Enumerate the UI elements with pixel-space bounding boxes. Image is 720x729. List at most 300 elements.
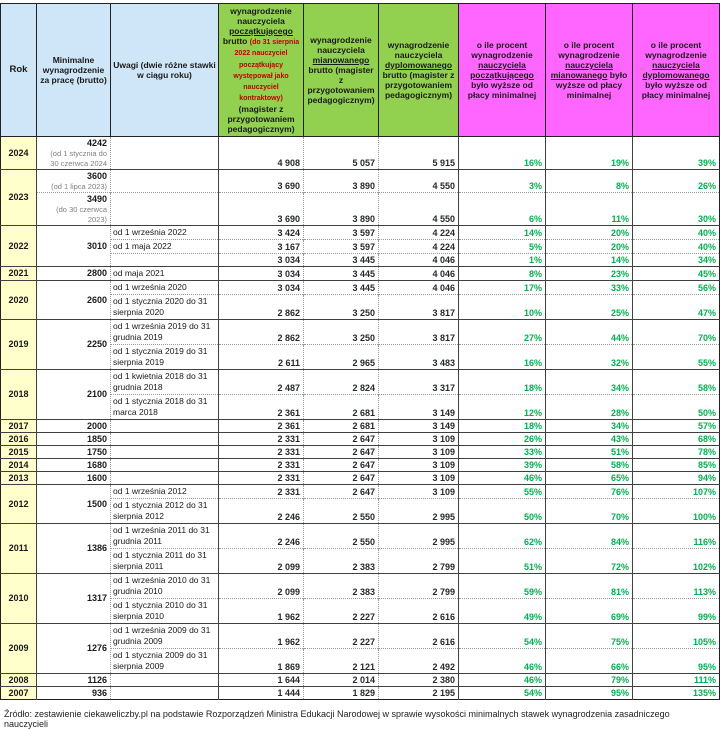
- header-note-red: (do 31 sierpnia 2022 nauczyciel początkujący występował jako nauczyciel kontraktowy): [233, 39, 300, 103]
- pct-appointed-cell: 28%: [546, 394, 633, 419]
- table-row: [1, 686, 720, 699]
- pct-beginner-cell: 16%: [459, 136, 546, 169]
- salary-chartered-cell: 2 799: [379, 573, 459, 598]
- min-value: 1600: [86, 472, 107, 483]
- uwagi-cell: od 1 września 2022: [111, 225, 219, 239]
- pct-chartered-cell: 55%: [633, 344, 720, 369]
- pct-chartered-cell: 26%: [633, 169, 720, 192]
- salary-appointed-cell: 3 890: [304, 192, 379, 225]
- min-wage-cell: [37, 266, 111, 280]
- table-row: [1, 419, 720, 432]
- salary-beginner-cell: 2 331: [219, 484, 304, 498]
- table-row: [1, 266, 720, 280]
- year-cell: 2016: [1, 432, 37, 445]
- salary-appointed-cell: 3 445: [304, 253, 379, 266]
- salary-beginner-cell: 2 862: [219, 319, 304, 344]
- salary-beginner-cell: 3 167: [219, 239, 304, 253]
- salary-beginner-cell: 2 331: [219, 432, 304, 445]
- header-text: o ile procent wynagrodzenie: [558, 39, 620, 60]
- salary-beginner-cell: 2 099: [219, 548, 304, 573]
- salary-beginner-cell: 2 862: [219, 294, 304, 319]
- uwagi-cell: od 1 września 2019 do 31 grudnia 2019: [111, 319, 219, 344]
- salary-appointed-cell: 3 890: [304, 169, 379, 192]
- salary-chartered-cell: 4 046: [379, 280, 459, 294]
- pct-chartered-cell: 40%: [633, 239, 720, 253]
- salary-beginner-cell: 2 361: [219, 419, 304, 432]
- uwagi-cell: [111, 169, 219, 192]
- pct-beginner-cell: 59%: [459, 573, 546, 598]
- salary-chartered-cell: 3 817: [379, 294, 459, 319]
- year-cell: 2009: [1, 623, 37, 673]
- salary-appointed-cell: 1 829: [304, 686, 379, 699]
- salary-beginner-cell: 1 962: [219, 623, 304, 648]
- salary-appointed-cell: 5 057: [304, 136, 379, 169]
- year-cell: 2019: [1, 319, 37, 369]
- salary-beginner-cell: 2 611: [219, 344, 304, 369]
- pct-chartered-cell: 78%: [633, 445, 720, 458]
- table-row: [1, 573, 720, 598]
- pct-beginner-cell: 33%: [459, 445, 546, 458]
- header-text: nauczyciela początkującego: [470, 59, 534, 80]
- pct-beginner-cell: 27%: [459, 319, 546, 344]
- salary-appointed-cell: 2 647: [304, 484, 379, 498]
- year-cell: 2015: [1, 445, 37, 458]
- salary-appointed-cell: 3 250: [304, 294, 379, 319]
- header-pct-appointed: [546, 4, 633, 137]
- uwagi-cell: [111, 432, 219, 445]
- salary-appointed-cell: 2 647: [304, 432, 379, 445]
- pct-beginner-cell: 14%: [459, 225, 546, 239]
- salary-chartered-cell: 2 616: [379, 598, 459, 623]
- min-value: 1750: [86, 446, 107, 457]
- min-value: 2100: [86, 389, 107, 400]
- pct-chartered-cell: 135%: [633, 686, 720, 699]
- salary-chartered-cell: 3 483: [379, 344, 459, 369]
- table-header: [1, 4, 720, 137]
- min-value: 1276: [86, 643, 107, 654]
- pct-beginner-cell: 50%: [459, 498, 546, 523]
- pct-chartered-cell: 94%: [633, 471, 720, 484]
- salary-appointed-cell: 2 014: [304, 673, 379, 686]
- salary-beginner-cell: 4 908: [219, 136, 304, 169]
- uwagi-cell: od 1 września 2012: [111, 484, 219, 498]
- min-value: 1317: [86, 593, 107, 604]
- salary-chartered-cell: 3 317: [379, 369, 459, 394]
- min-value: 2000: [86, 420, 107, 431]
- salary-appointed-cell: 2 550: [304, 498, 379, 523]
- min-wage-cell: [37, 471, 111, 484]
- salary-appointed-cell: 2 647: [304, 471, 379, 484]
- header-pct-chartered: [633, 4, 720, 137]
- salary-table: [0, 3, 720, 700]
- salary-appointed-cell: 2 681: [304, 394, 379, 419]
- uwagi-cell: od maja 2021: [111, 266, 219, 280]
- table-row: [1, 523, 720, 548]
- salary-beginner-cell: 1 644: [219, 673, 304, 686]
- min-value: 936: [91, 687, 107, 698]
- pct-beginner-cell: 10%: [459, 294, 546, 319]
- min-wage-cell: [37, 225, 111, 266]
- min-wage-cell: [37, 686, 111, 699]
- year-cell: 2013: [1, 471, 37, 484]
- pct-appointed-cell: 84%: [546, 523, 633, 548]
- pct-appointed-cell: 34%: [546, 419, 633, 432]
- table-row: [1, 445, 720, 458]
- header-pct-beginner: [459, 4, 546, 137]
- pct-chartered-cell: 45%: [633, 266, 720, 280]
- table-row: [1, 484, 720, 498]
- header-text: było wyższe od płacy minimalnej: [641, 79, 711, 100]
- salary-chartered-cell: 3 109: [379, 484, 459, 498]
- header-text: wynagrodzenie nauczyciela: [310, 34, 372, 55]
- pct-beginner-cell: 26%: [459, 432, 546, 445]
- pct-beginner-cell: 6%: [459, 192, 546, 225]
- pct-appointed-cell: 25%: [546, 294, 633, 319]
- salary-beginner-cell: 2 361: [219, 394, 304, 419]
- year-cell: 2018: [1, 369, 37, 419]
- salary-appointed-cell: 3 597: [304, 239, 379, 253]
- uwagi-cell: [111, 673, 219, 686]
- min-wage-cell: [37, 673, 111, 686]
- table-row: [1, 432, 720, 445]
- header-text: dyplomowanego: [384, 59, 453, 70]
- pct-beginner-cell: 46%: [459, 673, 546, 686]
- pct-chartered-cell: 95%: [633, 648, 720, 673]
- salary-chartered-cell: 3 109: [379, 432, 459, 445]
- uwagi-cell: [111, 253, 219, 266]
- min-value: 3490: [86, 193, 107, 204]
- uwagi-cell: od 1 września 2010 do 31 grudnia 2010: [111, 573, 219, 598]
- salary-beginner-cell: 2 487: [219, 369, 304, 394]
- pct-appointed-cell: 23%: [546, 266, 633, 280]
- min-wage-cell: [37, 136, 111, 169]
- table-row: [1, 280, 720, 294]
- pct-appointed-cell: 75%: [546, 623, 633, 648]
- uwagi-cell: od 1 września 2011 do 31 grudnia 2011: [111, 523, 219, 548]
- pct-appointed-cell: 79%: [546, 673, 633, 686]
- year-cell: 2011: [1, 523, 37, 573]
- year-cell: 2014: [1, 458, 37, 471]
- pct-appointed-cell: 69%: [546, 598, 633, 623]
- salary-beginner-cell: 3 034: [219, 280, 304, 294]
- min-value: 2250: [86, 339, 107, 350]
- header-text: o ile procent wynagrodzenie: [471, 39, 533, 60]
- pct-beginner-cell: 16%: [459, 344, 546, 369]
- salary-chartered-cell: 4 046: [379, 253, 459, 266]
- pct-beginner-cell: 54%: [459, 686, 546, 699]
- pct-beginner-cell: 12%: [459, 394, 546, 419]
- pct-appointed-cell: 14%: [546, 253, 633, 266]
- pct-appointed-cell: 51%: [546, 445, 633, 458]
- pct-beginner-cell: 3%: [459, 169, 546, 192]
- pct-appointed-cell: 70%: [546, 498, 633, 523]
- table-row: [1, 319, 720, 344]
- min-wage-cell: [37, 573, 111, 623]
- uwagi-cell: [111, 136, 219, 169]
- salary-chartered-cell: 3 109: [379, 458, 459, 471]
- salary-beginner-cell: 2 331: [219, 458, 304, 471]
- min-value: 3010: [86, 240, 107, 251]
- salary-chartered-cell: 4 046: [379, 266, 459, 280]
- salary-beginner-cell: 1 444: [219, 686, 304, 699]
- min-wage-cell: [37, 523, 111, 573]
- salary-chartered-cell: 4 224: [379, 239, 459, 253]
- year-cell: 2012: [1, 484, 37, 523]
- salary-chartered-cell: 2 492: [379, 648, 459, 673]
- pct-appointed-cell: 8%: [546, 169, 633, 192]
- salary-chartered-cell: 2 995: [379, 523, 459, 548]
- salary-beginner-cell: 3 034: [219, 253, 304, 266]
- min-wage-cell: [37, 484, 111, 523]
- header-text: nauczyciela mianowanego: [550, 59, 613, 80]
- table-row: [1, 471, 720, 484]
- header-salary-appointed: [304, 4, 379, 137]
- salary-appointed-cell: 3 250: [304, 319, 379, 344]
- header-text: brutto: [222, 36, 250, 47]
- salary-appointed-cell: 2 550: [304, 523, 379, 548]
- salary-chartered-cell: 4 224: [379, 225, 459, 239]
- pct-appointed-cell: 34%: [546, 369, 633, 394]
- header-salary-chartered: [379, 4, 459, 137]
- pct-beginner-cell: 46%: [459, 648, 546, 673]
- pct-chartered-cell: 68%: [633, 432, 720, 445]
- salary-appointed-cell: 2 383: [304, 573, 379, 598]
- year-cell: 2010: [1, 573, 37, 623]
- salary-chartered-cell: 2 195: [379, 686, 459, 699]
- min-note: (do 30 czerwca 2023): [56, 204, 107, 224]
- header-text: (magister z przygotowaniem pedagogicznym): [227, 103, 295, 134]
- pct-beginner-cell: 62%: [459, 523, 546, 548]
- uwagi-cell: [111, 445, 219, 458]
- pct-appointed-cell: 66%: [546, 648, 633, 673]
- pct-chartered-cell: 40%: [633, 225, 720, 239]
- pct-appointed-cell: 20%: [546, 225, 633, 239]
- salary-chartered-cell: 4 550: [379, 169, 459, 192]
- header-text: było wyższe od płacy minimalnej: [555, 69, 628, 100]
- salary-appointed-cell: 2 681: [304, 419, 379, 432]
- salary-beginner-cell: 2 331: [219, 471, 304, 484]
- uwagi-cell: od 1 stycznia 2018 do 31 marca 2018: [111, 394, 219, 419]
- pct-appointed-cell: 81%: [546, 573, 633, 598]
- salary-chartered-cell: 3 817: [379, 319, 459, 344]
- table-body: [1, 136, 720, 699]
- min-wage-cell: [37, 432, 111, 445]
- salary-chartered-cell: 3 109: [379, 445, 459, 458]
- pct-chartered-cell: 111%: [633, 673, 720, 686]
- table-row: [1, 673, 720, 686]
- salary-beginner-cell: 3 690: [219, 169, 304, 192]
- min-wage-cell: [37, 192, 111, 225]
- pct-chartered-cell: 105%: [633, 623, 720, 648]
- min-note: (od 1 stycznia do 30 czerwca 2024: [50, 148, 107, 168]
- salary-appointed-cell: 3 445: [304, 280, 379, 294]
- header-salary-beginner: [219, 4, 304, 137]
- pct-chartered-cell: 99%: [633, 598, 720, 623]
- salary-chartered-cell: 2 380: [379, 673, 459, 686]
- year-cell: 2021: [1, 266, 37, 280]
- source-note: Źródło: zestawienie ciekaweliczby.pl na podstawie Rozporządzeń Ministra Edukacji Narodowej w sprawie wysokości minimalnych stawek wynagrodzenia zasadniczego nauczycieli: [4, 708, 670, 729]
- pct-chartered-cell: 39%: [633, 136, 720, 169]
- header-text: było wyższe od płacy minimalnej: [467, 79, 537, 100]
- salary-beginner-cell: 3 424: [219, 225, 304, 239]
- pct-chartered-cell: 113%: [633, 573, 720, 598]
- salary-chartered-cell: 5 915: [379, 136, 459, 169]
- salary-chartered-cell: 3 149: [379, 394, 459, 419]
- pct-beginner-cell: 1%: [459, 253, 546, 266]
- table-row: [1, 458, 720, 471]
- min-wage-cell: [37, 319, 111, 369]
- salary-appointed-cell: 2 227: [304, 598, 379, 623]
- salary-chartered-cell: 3 109: [379, 471, 459, 484]
- min-value: 1500: [86, 498, 107, 509]
- pct-appointed-cell: 19%: [546, 136, 633, 169]
- salary-beginner-cell: 3 690: [219, 192, 304, 225]
- pct-beginner-cell: 8%: [459, 266, 546, 280]
- header-text: początkującego: [229, 26, 293, 37]
- pct-chartered-cell: 70%: [633, 319, 720, 344]
- uwagi-cell: [111, 471, 219, 484]
- header-text: wynagrodzenie nauczyciela: [230, 6, 292, 27]
- table-row: [1, 192, 720, 225]
- pct-beginner-cell: 5%: [459, 239, 546, 253]
- salary-appointed-cell: 3 445: [304, 266, 379, 280]
- min-wage-cell: [37, 280, 111, 319]
- pct-appointed-cell: 95%: [546, 686, 633, 699]
- uwagi-cell: od 1 stycznia 2012 do 31 sierpnia 2012: [111, 498, 219, 523]
- salary-chartered-cell: 2 799: [379, 548, 459, 573]
- salary-appointed-cell: 3 597: [304, 225, 379, 239]
- header-text: nauczyciela dyplomowanego: [642, 59, 710, 80]
- min-value: 1850: [86, 433, 107, 444]
- pct-chartered-cell: 34%: [633, 253, 720, 266]
- uwagi-cell: od 1 stycznia 2010 do 31 sierpnia 2010: [111, 598, 219, 623]
- uwagi-cell: [111, 419, 219, 432]
- year-cell: 2022: [1, 225, 37, 266]
- pct-chartered-cell: 57%: [633, 419, 720, 432]
- salary-appointed-cell: 2 227: [304, 623, 379, 648]
- pct-appointed-cell: 65%: [546, 471, 633, 484]
- salary-beginner-cell: 2 331: [219, 445, 304, 458]
- table-row: [1, 369, 720, 394]
- pct-appointed-cell: 76%: [546, 484, 633, 498]
- header-min-wage: Minimalne wynagrodzenie za pracę (brutto): [37, 4, 111, 137]
- pct-beginner-cell: 18%: [459, 419, 546, 432]
- pct-appointed-cell: 33%: [546, 280, 633, 294]
- salary-beginner-cell: 2 246: [219, 523, 304, 548]
- pct-chartered-cell: 56%: [633, 280, 720, 294]
- min-wage-cell: [37, 169, 111, 192]
- year-cell: 2008: [1, 673, 37, 686]
- min-value: 4242: [86, 137, 107, 148]
- salary-beginner-cell: 3 034: [219, 266, 304, 280]
- pct-appointed-cell: 43%: [546, 432, 633, 445]
- year-cell: 2017: [1, 419, 37, 432]
- salary-beginner-cell: 2 246: [219, 498, 304, 523]
- pct-appointed-cell: 20%: [546, 239, 633, 253]
- salary-appointed-cell: 2 383: [304, 548, 379, 573]
- min-wage-cell: [37, 419, 111, 432]
- header-rok: Rok: [1, 4, 37, 137]
- salary-beginner-cell: 1 869: [219, 648, 304, 673]
- pct-beginner-cell: 54%: [459, 623, 546, 648]
- salary-chartered-cell: 2 995: [379, 498, 459, 523]
- header-text: wynagrodzenie nauczyciela: [387, 39, 450, 60]
- salary-beginner-cell: 1 962: [219, 598, 304, 623]
- uwagi-cell: od 1 stycznia 2009 do 31 sierpnia 2009: [111, 648, 219, 673]
- min-wage-cell: [37, 445, 111, 458]
- min-wage-cell: [37, 623, 111, 673]
- pct-appointed-cell: 32%: [546, 344, 633, 369]
- year-cell: 2024: [1, 136, 37, 169]
- header-text: o ile procent wynagrodzenie: [645, 39, 707, 60]
- header-row: [1, 4, 720, 137]
- year-cell: 2023: [1, 169, 37, 225]
- pct-chartered-cell: 100%: [633, 498, 720, 523]
- salary-appointed-cell: 2 647: [304, 445, 379, 458]
- uwagi-cell: od 1 września 2009 do 31 grudnia 2009: [111, 623, 219, 648]
- salary-appointed-cell: 2 121: [304, 648, 379, 673]
- uwagi-cell: od 1 stycznia 2020 do 31 sierpnia 2020: [111, 294, 219, 319]
- pct-beginner-cell: 51%: [459, 548, 546, 573]
- salary-chartered-cell: 4 550: [379, 192, 459, 225]
- header-uwagi: Uwagi (dwie różne stawki w ciągu roku): [111, 4, 219, 137]
- pct-appointed-cell: 11%: [546, 192, 633, 225]
- uwagi-cell: [111, 192, 219, 225]
- min-value: 1386: [86, 543, 107, 554]
- min-value: 2800: [86, 268, 107, 279]
- pct-chartered-cell: 30%: [633, 192, 720, 225]
- salary-beginner-cell: 2 099: [219, 573, 304, 598]
- pct-chartered-cell: 107%: [633, 484, 720, 498]
- pct-chartered-cell: 50%: [633, 394, 720, 419]
- header-text: brutto (magister z przygotowaniem pedagogicznym): [382, 69, 455, 100]
- salary-chartered-cell: 3 149: [379, 419, 459, 432]
- salary-appointed-cell: 2 965: [304, 344, 379, 369]
- min-note: (od 1 lipca 2023): [51, 181, 107, 191]
- pct-appointed-cell: 72%: [546, 548, 633, 573]
- min-value: 1680: [86, 459, 107, 470]
- min-value: 2600: [86, 294, 107, 305]
- pct-beginner-cell: 18%: [459, 369, 546, 394]
- min-value: 3600: [86, 170, 107, 181]
- uwagi-cell: od 1 września 2020: [111, 280, 219, 294]
- uwagi-cell: od 1 stycznia 2019 do 31 sierpnia 2019: [111, 344, 219, 369]
- pct-beginner-cell: 55%: [459, 484, 546, 498]
- table-row: [1, 169, 720, 192]
- header-text: brutto (magister z przygotowaniem pedagogicznym): [307, 64, 375, 105]
- pct-beginner-cell: 49%: [459, 598, 546, 623]
- table-row: [1, 136, 720, 169]
- year-cell: 2007: [1, 686, 37, 699]
- min-wage-cell: [37, 369, 111, 419]
- pct-chartered-cell: 47%: [633, 294, 720, 319]
- uwagi-cell: od 1 kwietnia 2018 do 31 grudnia 2018: [111, 369, 219, 394]
- pct-appointed-cell: 58%: [546, 458, 633, 471]
- pct-appointed-cell: 44%: [546, 319, 633, 344]
- pct-chartered-cell: 58%: [633, 369, 720, 394]
- year-cell: 2020: [1, 280, 37, 319]
- salary-appointed-cell: 2 824: [304, 369, 379, 394]
- pct-beginner-cell: 39%: [459, 458, 546, 471]
- salary-chartered-cell: 2 616: [379, 623, 459, 648]
- uwagi-cell: [111, 458, 219, 471]
- pct-chartered-cell: 102%: [633, 548, 720, 573]
- salary-appointed-cell: 2 647: [304, 458, 379, 471]
- pct-beginner-cell: 46%: [459, 471, 546, 484]
- header-text: mianowanego: [312, 54, 370, 65]
- uwagi-cell: od 1 stycznia 2011 do 31 sierpnia 2011: [111, 548, 219, 573]
- table-row: [1, 225, 720, 239]
